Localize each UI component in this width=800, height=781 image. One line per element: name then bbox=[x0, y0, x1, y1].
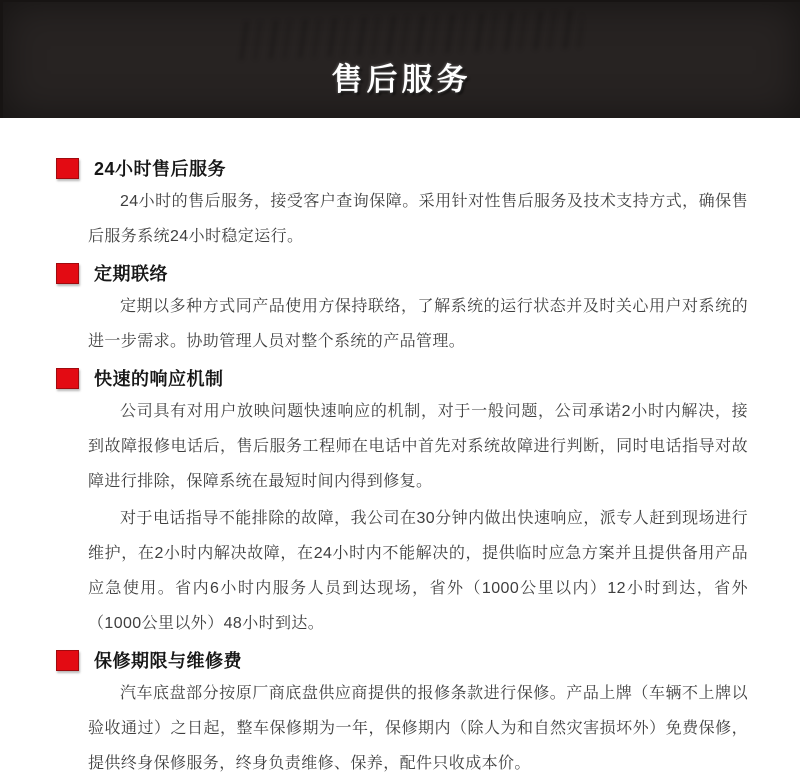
content-area bbox=[0, 118, 800, 781]
section-paragraph: 24小时的售后服务，接受客户查询保障。采用针对性售后服务及技术支持方式，确保售后服务系统24小时稳定运行。 bbox=[88, 193, 748, 245]
section-heading-row bbox=[56, 365, 750, 391]
red-square-bullet-icon bbox=[56, 650, 79, 671]
section-fast-response bbox=[56, 365, 750, 641]
section-heading-row bbox=[56, 260, 750, 286]
watermark bbox=[232, 10, 583, 60]
section-warranty bbox=[56, 647, 750, 781]
red-square-bullet-icon bbox=[56, 158, 79, 179]
section-regular-contact bbox=[56, 260, 750, 359]
page-title: 售后服务 bbox=[331, 62, 472, 97]
section-title-regular-contact: 定期联络 bbox=[94, 264, 168, 284]
section-title-warranty: 保修期限与维修费 bbox=[94, 651, 242, 671]
section-paragraph: 定期以多种方式同产品使用方保持联络，了解系统的运行状态并及时关心用户对系统的进一步需求。协助管理人员对整个系统的产品管理。 bbox=[88, 298, 748, 350]
section-heading-row bbox=[56, 155, 750, 181]
red-square-bullet-icon bbox=[56, 368, 79, 389]
section-title-fast-response: 快速的响应机制 bbox=[94, 369, 224, 389]
section-24h-service bbox=[56, 155, 750, 254]
section-paragraph: 公司具有对用户放映问题快速响应的机制，对于一般问题，公司承诺2小时内解决，接到故障报修电话后，售后服务工程师在电话中首先对系统故障进行判断，同时电话指导对故障进行排除，保障系统在最短时间内得到修复。 bbox=[88, 403, 748, 490]
section-title-24h-service: 24小时售后服务 bbox=[94, 159, 227, 179]
red-square-bullet-icon bbox=[56, 263, 79, 284]
section-paragraph: 对于电话指导不能排除的故障，我公司在30分钟内做出快速响应，派专人赶到现场进行维护，在2小时内解决故障，在24小时内不能解决的，提供临时应急方案并且提供备用产品应急使用。省内6小时内服务人员到达现场，省外（1000公里以内）12小时到达，省外（1000公里以外）48小时到达。 bbox=[88, 510, 748, 632]
section-paragraph: 汽车底盘部分按原厂商底盘供应商提供的报修条款进行保修。产品上牌（车辆不上牌以验收通过）之日起，整车保修期为一年，保修期内（除人为和自然灾害损坏外）免费保修，提供终身保修服务，终身负责维修、保养，配件只收成本价。 bbox=[88, 685, 748, 772]
header-banner bbox=[0, 0, 800, 118]
section-heading-row bbox=[56, 647, 750, 673]
